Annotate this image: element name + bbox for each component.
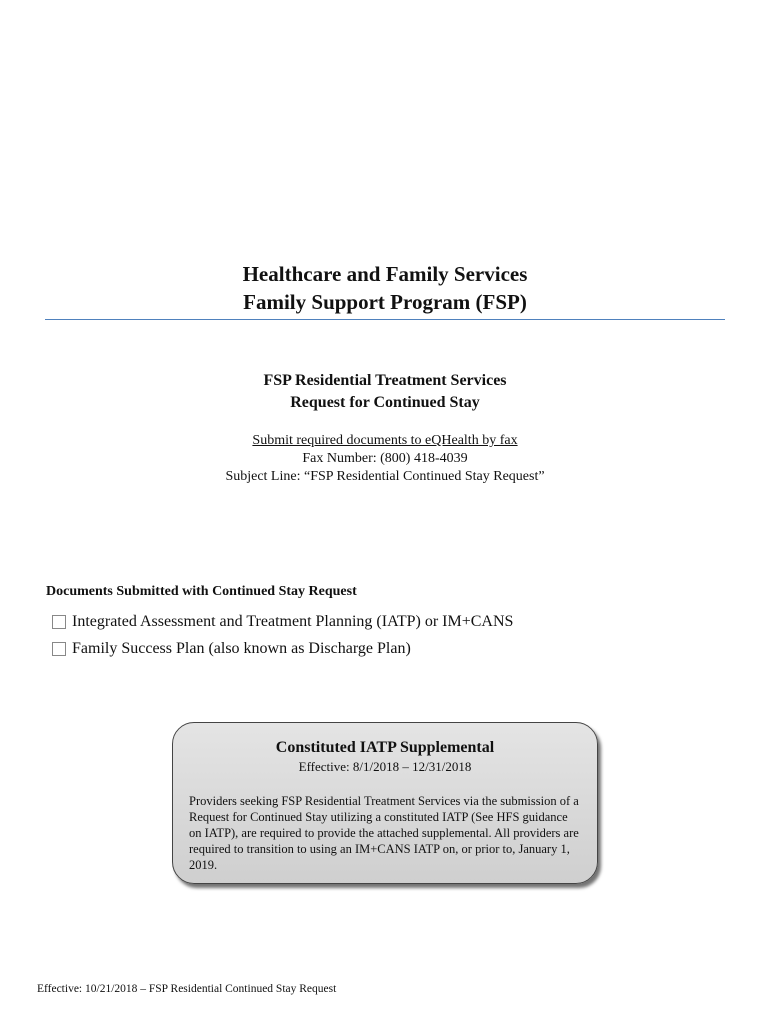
subject-line: Subject Line: “FSP Residential Continued Stay Request” xyxy=(225,469,545,484)
callout-title: Constituted IATP Supplemental xyxy=(275,739,495,756)
header-divider xyxy=(45,319,725,320)
family-success-plan-checkbox[interactable] xyxy=(52,642,66,656)
callout-effective-date: Effective: 8/1/2018 – 12/31/2018 xyxy=(298,759,472,774)
form-title-line1: FSP Residential Treatment Services xyxy=(263,372,507,389)
documents-checklist xyxy=(52,608,513,662)
checklist-item-label: Family Success Plan (also known as Discharge Plan) xyxy=(72,639,411,657)
checklist-item-family-success-plan xyxy=(52,635,513,662)
checklist-item-label: Integrated Assessment and Treatment Planning (IATP) or IM+CANS xyxy=(72,612,514,630)
supplemental-callout xyxy=(172,722,598,884)
iatp-checkbox[interactable] xyxy=(52,615,66,629)
documents-heading: Documents Submitted with Continued Stay Request xyxy=(46,584,357,599)
form-title xyxy=(0,370,770,414)
callout-body: Providers seeking FSP Residential Treatment Services via the submission of a Request for Continued Stay utilizing a constituted IATP (See HFS guidance on IATP), are required to provide the attached supplemental. All providers are required to transition to using an IM+CANS IATP on, or prior to, January 1, 2019. xyxy=(189,794,579,872)
page-footer: Effective: 10/21/2018 – FSP Residential Continued Stay Request xyxy=(37,983,337,995)
page-header xyxy=(0,260,770,316)
header-title-line2: Family Support Program (FSP) xyxy=(243,290,527,314)
header-title-line1: Healthcare and Family Services xyxy=(242,262,528,286)
fax-number: Fax Number: (800) 418-4039 xyxy=(302,451,468,466)
checklist-item-iatp xyxy=(52,608,513,635)
submission-instructions xyxy=(0,432,770,486)
form-title-line2: Request for Continued Stay xyxy=(290,394,480,411)
submit-instruction: Submit required documents to eQHealth by fax xyxy=(252,433,518,448)
